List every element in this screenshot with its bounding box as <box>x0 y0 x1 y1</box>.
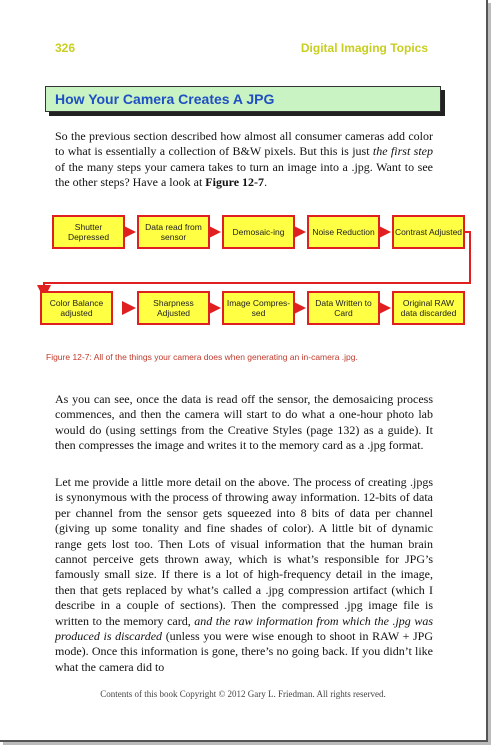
flow-step-read-sensor: Data read from sensor <box>137 215 210 249</box>
figure-reference: Figure 12-7 <box>205 175 265 190</box>
body-paragraph-2: As you can see, once the data is read off the sensor, the demosaicing process commences, and then the camera will start to do what a one-hour photo lab would do (using settings from the Creative Styles (page 132) as a guide). It then compresses the image and writes it to the memory card as a .jpg format. <box>55 392 433 453</box>
flow-step-compression: Image Compres-sed <box>222 291 295 325</box>
flow-step-sharpness: Sharpness Adjusted <box>137 291 210 325</box>
book-title: Digital Imaging Topics <box>300 41 428 55</box>
flow-step-raw-discarded: Original RAW data discarded <box>392 291 465 325</box>
body-paragraph-3: Let me provide a little more detail on the above. The process of creating .jpgs is synonymous with the process of throwing away information. 12-bits of data per channel from the sensor gets squeezed into 8 bits of data per channel (giving up some tonality and fine shades of color). A little bit of dynamic range gets lost too. Then Lots of visual information that the human brain cannot perceive gets thrown away, which is what’s responsible for JPG’s famously small size. If there is a lot of high-frequency detail in the image, then that gets replaced by what’s called a .jpg compression artifact (which I describe in a couple of sections). Then the compressed .jpg image file is written to the memory card, and the raw information from which the .jpg was produced is discarded (unless you were wise enough to shoot in RAW + JPG mode). Once this information is gone, there’s no going back. If you didn’t like what the camera did to <box>55 475 434 674</box>
page-header <box>55 41 428 55</box>
section-title: How Your Camera Creates A JPG <box>45 86 441 112</box>
flow-step-color-balance: Color Balance adjusted <box>40 291 113 325</box>
flow-step-shutter: Shutter Depressed <box>52 215 125 249</box>
flow-step-demosaic: Demosaic-ing <box>222 215 295 249</box>
copyright-footer: Contents of this book Copyright © 2012 Gary L. Friedman. All rights reserved. <box>100 689 386 699</box>
flow-step-write-card: Data Written to Card <box>307 291 380 325</box>
page-number: 326 <box>55 41 76 55</box>
flow-step-contrast: Contrast Adjusted <box>392 215 465 249</box>
flow-step-noise-reduction: Noise Reduction <box>307 215 380 249</box>
figure-caption: Figure 12-7: All of the things your camera does when generating an in-camera .jpg. <box>46 352 358 362</box>
intro-paragraph: So the previous section described how almost all consumer cameras add color to what is essentially a collection of B&W pixels. But this is just the first step of the many steps your camera takes to turn an image into a .jpg. Want to see the other steps? Have a look at Figure 12-7. <box>55 129 433 190</box>
